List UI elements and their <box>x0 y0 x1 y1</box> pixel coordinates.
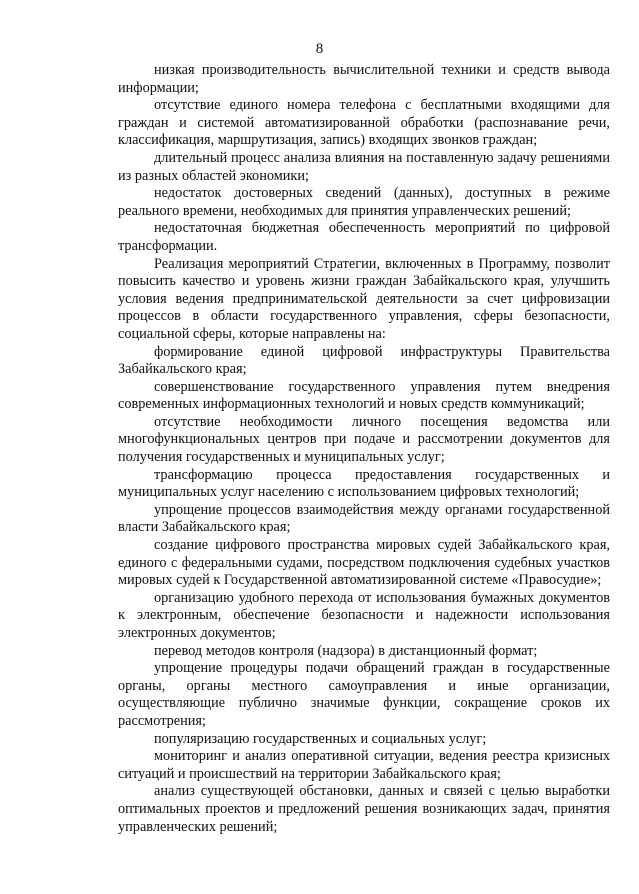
paragraph: отсутствие необходимости личного посещения ведомства или многофункциональных центров при подаче и рассмотрении документов для получения государственных и муниципальных услуг; <box>118 413 610 466</box>
paragraph: трансформацию процесса предоставления государственных и муниципальных услуг населению с использованием цифровых технологий; <box>118 466 610 501</box>
paragraph: низкая производительность вычислительной техники и средств вывода информации; <box>118 62 610 96</box>
paragraph: Реализация мероприятий Стратегии, включенных в Программу, позволит повысить качество и уровень жизни граждан Забайкальского края, улучшить условия ведения предпринимательской деятельности за счет цифровизации процессов в области государственного управления, сферы безопасности, социальной сферы, которые направлены на: <box>118 255 610 342</box>
paragraph: упрощение процедуры подачи обращений граждан в государственные органы, органы местного самоуправления и иные организации, осуществляющие публично значимые функции, сокращение сроков их рассмотрения; <box>118 660 610 729</box>
paragraph: упрощение процессов взаимодействия между органами государственной власти Забайкальского края; <box>118 501 610 536</box>
paragraph: создание цифрового пространства мировых судей Забайкальского края, единого с федеральными судами, посредством подключения судебных участков мировых судей к Государственной автоматизированной системе «Правосудие»; <box>118 537 610 589</box>
paragraph: отсутствие единого номера телефона с бесплатными входящими для граждан и системой автоматизированной обработки (распознавание речи, классификация, маршрутизация, запись) входящих звонков граждан; <box>118 97 610 149</box>
paragraph: популяризацию государственных и социальных услуг; <box>154 730 487 747</box>
page-number: 8 <box>315 41 324 57</box>
document-body <box>118 62 610 836</box>
paragraph: мониторинг и анализ оперативной ситуации, ведения реестра кризисных ситуаций и происшествий на территории Забайкальского края; <box>118 748 610 782</box>
paragraph: формирование единой цифровой инфраструктуры Правительства Забайкальского края; <box>118 343 610 378</box>
paragraph: недостаточная бюджетная обеспеченность мероприятий по цифровой трансформации. <box>118 220 610 254</box>
paragraph: длительный процесс анализа влияния на поставленную задачу решениями из разных областей экономики; <box>118 149 610 184</box>
paragraph: организацию удобного перехода от использования бумажных документов к электронным, обеспечение безопасности и надежности использования электронных документов; <box>118 589 610 641</box>
paragraph: совершенствование государственного управления путем внедрения современных информационных технологий и новых средств коммуникаций; <box>118 378 610 413</box>
paragraph: перевод методов контроля (надзора) в дистанционный формат; <box>154 642 538 659</box>
paragraph: недостаток достоверных сведений (данных), доступных в режиме реального времени, необходимых для принятия управленческих решений; <box>118 185 610 219</box>
paragraph: анализ существующей обстановки, данных и связей с целью выработки оптимальных проектов и предложений решения возникающих задач, принятия управленческих решений; <box>118 783 610 835</box>
